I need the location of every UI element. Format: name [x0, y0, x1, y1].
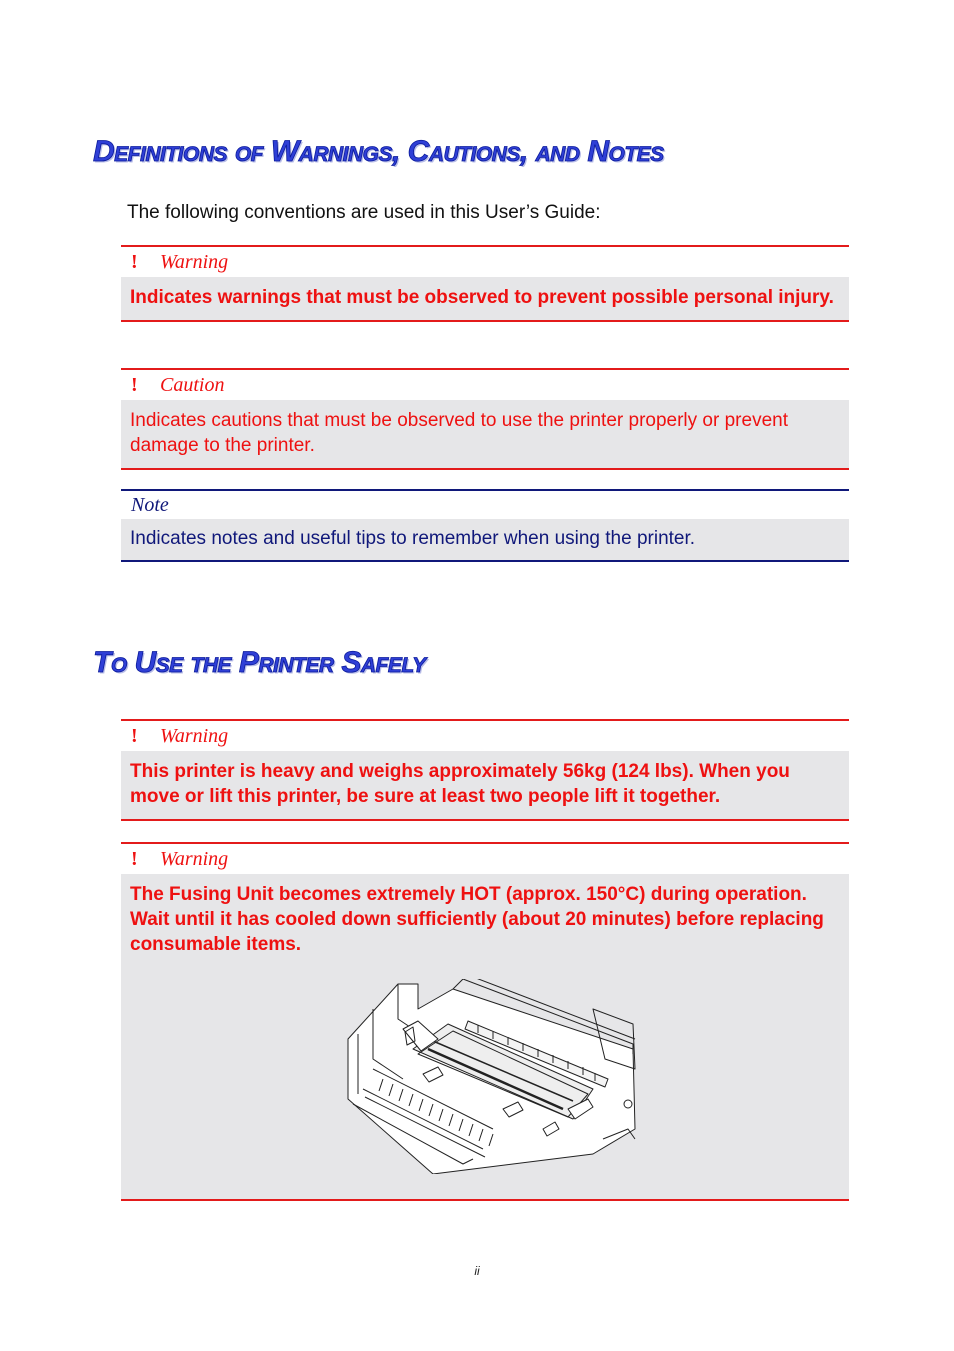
warning-definition-box: [121, 245, 849, 322]
weight-warning-icon: !: [131, 724, 138, 747]
hot-warning-label: Warning: [160, 847, 229, 870]
hot-warning-box: [121, 842, 849, 1201]
hot-warning-body: [121, 874, 849, 1199]
note-definition-box: [121, 489, 849, 562]
note-text: Indicates notes and useful tips to remember when using the printer.: [121, 519, 849, 560]
page-number: ii: [474, 1264, 480, 1278]
caution-text: Indicates cautions that must be observed to use the printer properly or prevent damage to the printer.: [121, 400, 849, 468]
warning-text: Indicates warnings that must be observed to prevent possible personal injury.: [121, 277, 849, 320]
hot-warning-header: [121, 844, 849, 874]
warning-label: Warning: [160, 250, 229, 273]
weight-warning-text: This printer is heavy and weighs approximately 56kg (124 lbs). When you move or lift this printer, be sure at least two people lift it together.: [121, 751, 849, 819]
weight-warning-box: [121, 719, 849, 821]
note-header: [121, 491, 849, 519]
warning-icon: !: [131, 250, 138, 273]
caution-icon: !: [131, 373, 138, 396]
section-heading-definitions: Definitions of Warnings, Cautions, and Notes: [93, 135, 664, 168]
hot-warning-icon: !: [131, 847, 138, 870]
fusing-unit-illustration: [343, 979, 638, 1174]
warning-header: [121, 247, 849, 277]
note-label: Note: [131, 493, 169, 516]
caution-definition-box: [121, 368, 849, 470]
caution-label: Caution: [160, 373, 225, 396]
caution-header: [121, 370, 849, 400]
intro-text: The following conventions are used in this User’s Guide:: [127, 202, 601, 223]
hot-warning-text: The Fusing Unit becomes extremely HOT (approx. 150°C) during operation. Wait until it has cooled down sufficiently (about 20 minutes) before replacing consumable items.: [130, 884, 824, 955]
section-heading-safety: To Use the Printer Safely: [93, 646, 426, 679]
weight-warning-label: Warning: [160, 724, 229, 747]
weight-warning-header: [121, 721, 849, 751]
